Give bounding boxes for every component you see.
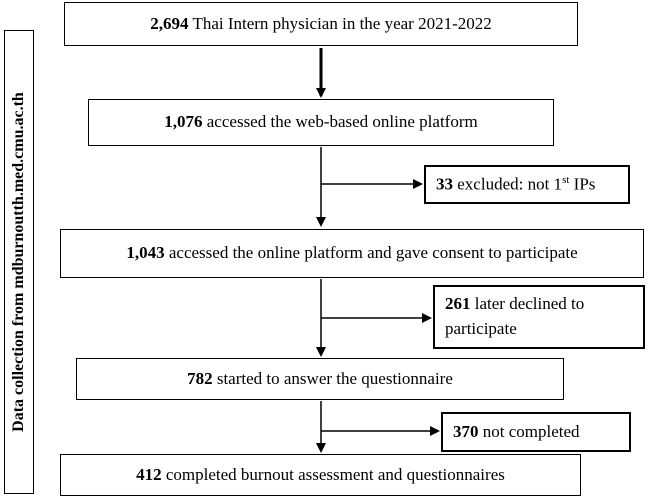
- step-3-text: accessed the online platform and gave consent to participate: [164, 243, 578, 263]
- step-box-2: [88, 99, 554, 146]
- step-3-count: 1,043: [126, 243, 165, 263]
- step-box-1: [64, 2, 578, 46]
- exclusion-1-text: excluded: not 1: [453, 174, 563, 194]
- step-1-count: 2,694: [150, 13, 189, 33]
- exclusion-1-count: 33: [436, 174, 453, 194]
- exclusion-1-sup: st: [562, 173, 570, 186]
- step-box-3: [60, 229, 644, 278]
- step-box-4: [76, 358, 564, 400]
- step-2-text: accessed the web-based online platform: [202, 112, 478, 132]
- side-label-text: Data collection from mdburnoutth.med.cmu.ac.th: [10, 92, 27, 432]
- exclusion-2-count: 261: [445, 294, 471, 314]
- step-1-text: Thai Intern physician in the year 2021-2022: [188, 13, 492, 33]
- exclusion-2-text-line2: participate: [445, 319, 517, 338]
- step-4-text: started to answer the questionnaire: [212, 368, 453, 388]
- exclusion-3-text: not completed: [478, 421, 580, 441]
- step-4-count: 782: [187, 368, 213, 388]
- step-5-count: 412: [136, 464, 162, 484]
- exclusion-1-tail: IPs: [569, 174, 596, 194]
- step-5-text: completed burnout assessment and questionnaires: [161, 464, 505, 484]
- exclusion-box-2: [433, 285, 645, 349]
- exclusion-box-1: [424, 165, 630, 204]
- exclusion-box-3: [441, 412, 631, 452]
- exclusion-3-count: 370: [453, 421, 479, 441]
- step-box-5: [60, 454, 581, 496]
- step-2-count: 1,076: [164, 112, 203, 132]
- exclusion-2-text-line1: later declined to: [470, 294, 585, 314]
